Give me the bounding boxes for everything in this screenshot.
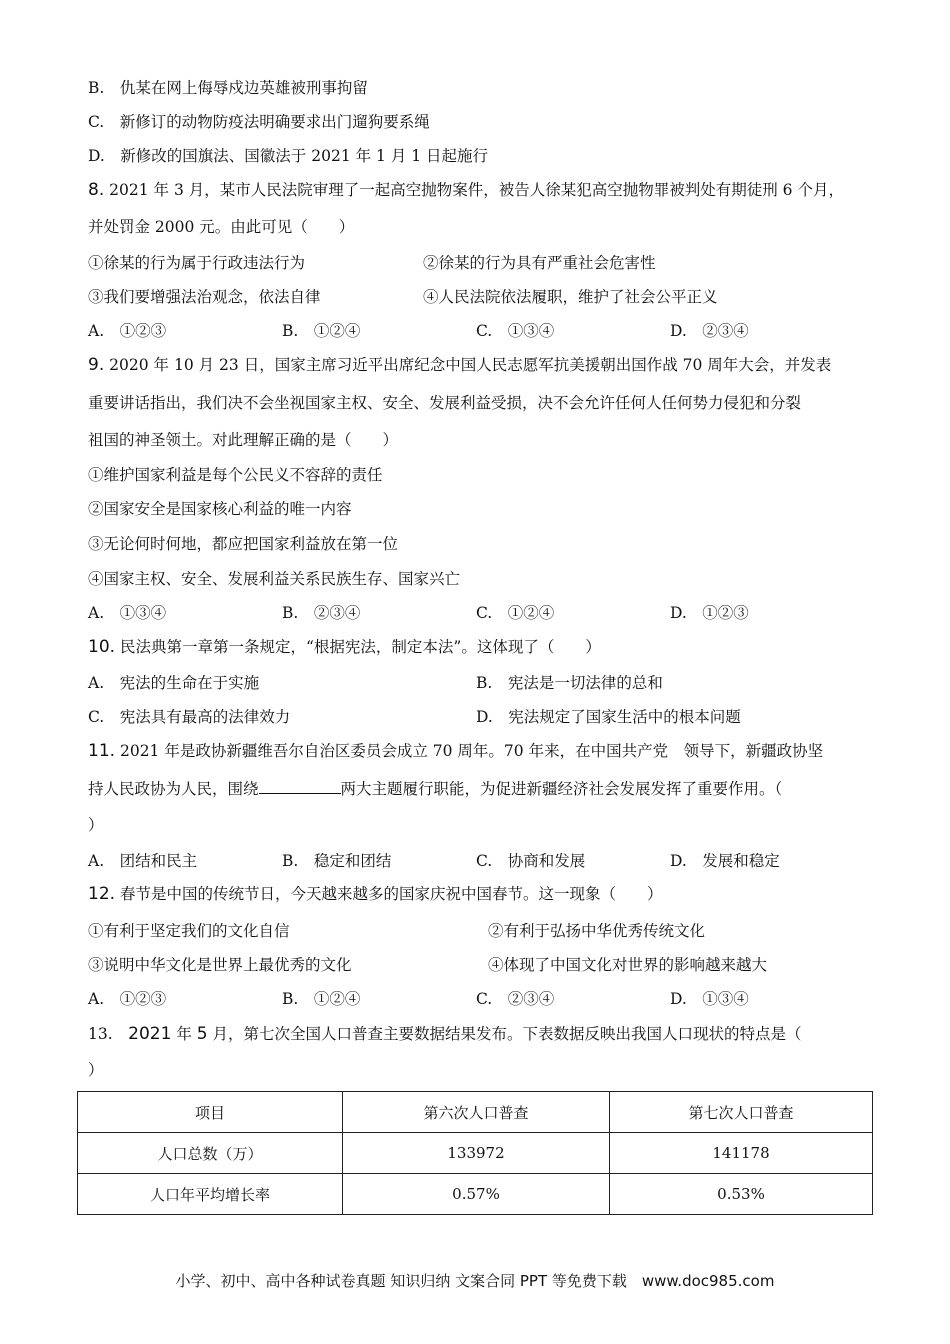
q9-statement-3: ③无论何时何地，都应把国家利益放在第一位	[88, 535, 399, 553]
table-cell: 0.53%	[610, 1174, 873, 1215]
q12-statement-4: ④体现了中国文化对世界的影响越来越大	[488, 956, 768, 974]
table-cell: 133972	[343, 1133, 610, 1174]
q10-choice-d: D. 宪法规定了国家生活中的根本问题	[476, 708, 741, 726]
q9-stem-line3: 祖国的神圣领土。对此理解正确的是（ ）	[88, 431, 399, 449]
q8-statement-1: ①徐某的行为属于行政违法行为	[88, 254, 306, 272]
table-cell: 141178	[610, 1133, 873, 1174]
q10-stem: 10. 民法典第一章第一条规定，“根据宪法，制定本法”。这体现了（ ）	[88, 637, 601, 657]
q11-stem-line3: ）	[88, 816, 104, 834]
q7-option-c: C. 新修订的动物防疫法明确要求出门遛狗要系绳	[88, 113, 430, 131]
q12-choice-a: A. ①②③	[88, 990, 167, 1008]
q9-stem-line2: 重要讲话指出，我们决不会坐视国家主权、安全、发展利益受损，决不会允许任何人任何势力侵犯和分裂	[88, 394, 802, 412]
q8-statement-3: ③我们要增强法治观念，依法自律	[88, 288, 321, 306]
q12-statement-1: ①有利于坚定我们的文化自信	[88, 922, 290, 940]
q11-stem-line1: 11. 2021 年是政协新疆维吾尔自治区委员会成立 70 周年。70 年来，在中国共产党 领导下，新疆政协坚	[88, 741, 824, 761]
table-header-cell: 项目	[78, 1092, 343, 1133]
q8-choice-c: C. ①③④	[476, 322, 555, 340]
q13-number: 13.	[88, 1025, 129, 1043]
q8-stem-line2: 并处罚金 2000 元。由此可见（ ）	[88, 218, 355, 236]
q12-choice-c: C. ②③④	[476, 990, 555, 1008]
q7-option-d: D. 新修改的国旗法、国徽法于 2021 年 1 月 1 日起施行	[88, 147, 489, 165]
q13-stem-line2: ）	[88, 1061, 104, 1079]
q11-choice-a: A. 团结和民主	[88, 852, 198, 870]
q13-stem-line1: 13. 2021 年 5 月，第七次全国人口普查主要数据结果发布。下表数据反映出我国人口现状的特点是（	[88, 1024, 802, 1044]
q11-choice-d: D. 发展和稳定	[670, 852, 780, 870]
q12-choice-d: D. ①③④	[670, 990, 749, 1008]
q12-number: 12.	[88, 884, 116, 904]
table-cell: 人口总数（万）	[78, 1133, 343, 1174]
q9-statement-2: ②国家安全是国家核心利益的唯一内容	[88, 500, 352, 518]
q9-number: 9.	[88, 355, 105, 375]
q11-number: 11.	[88, 741, 116, 761]
table-header-row	[78, 1092, 873, 1133]
q9-choice-a: A. ①③④	[88, 604, 167, 622]
q9-statement-4: ④国家主权、安全、发展利益关系民族生存、国家兴亡	[88, 570, 461, 588]
q10-choice-a: A. 宪法的生命在于实施	[88, 674, 260, 692]
q9-choice-d: D. ①②③	[670, 604, 749, 622]
q9-choice-b: B. ②③④	[282, 604, 361, 622]
q8-stem-line1: 8. 2021 年 3 月，某市人民法院审理了一起高空抛物案件，被告人徐某犯高空抛物罪被判处有期徒刑 6 个月，	[88, 180, 844, 200]
q9-statement-1: ①维护国家利益是每个公民义不容辞的责任	[88, 466, 383, 484]
table-header-cell: 第七次人口普查	[610, 1092, 873, 1133]
table-cell: 0.57%	[343, 1174, 610, 1215]
table-row	[78, 1174, 873, 1215]
q8-choice-d: D. ②③④	[670, 322, 749, 340]
q10-number: 10.	[88, 637, 116, 657]
q11-choice-c: C. 协商和发展	[476, 852, 586, 870]
q12-statement-3: ③说明中华文化是世界上最优秀的文化	[88, 956, 352, 974]
q8-statement-4: ④人民法院依法履职，维护了社会公平正义	[423, 288, 718, 306]
page-footer: 小学、初中、高中各种试卷真题 知识归纳 文案合同 PPT 等免费下载 www.doc985.com	[175, 1272, 775, 1290]
q8-choice-b: B. ①②④	[282, 322, 361, 340]
table-row	[78, 1133, 873, 1174]
q12-stem: 12. 春节是中国的传统节日，今天越来越多的国家庆祝中国春节。这一现象（ ）	[88, 884, 663, 904]
answer-blank	[259, 779, 341, 794]
q10-choice-b: B. 宪法是一切法律的总和	[476, 674, 663, 692]
q9-choice-c: C. ①②④	[476, 604, 555, 622]
census-table	[77, 1091, 873, 1215]
q9-stem-line1: 9. 2020 年 10 月 23 日，国家主席习近平出席纪念中国人民志愿军抗美援朝出国作战 70 周年大会，并发表	[88, 355, 832, 375]
q12-choice-b: B. ①②④	[282, 990, 361, 1008]
q8-number: 8.	[88, 180, 105, 200]
table-cell: 人口年平均增长率	[78, 1174, 343, 1215]
q8-choice-a: A. ①②③	[88, 322, 167, 340]
q8-statement-2: ②徐某的行为具有严重社会危害性	[423, 254, 656, 272]
table-header-cell: 第六次人口普查	[343, 1092, 610, 1133]
q11-choice-b: B. 稳定和团结	[282, 852, 392, 870]
q7-option-b: B. 仇某在网上侮辱戍边英雄被刑事拘留	[88, 79, 368, 97]
q12-statement-2: ②有利于弘扬中华优秀传统文化	[488, 922, 706, 940]
q10-choice-c: C. 宪法具有最高的法律效力	[88, 708, 291, 726]
q11-stem-line2: 持人民政协为人民，围绕 两大主题履行职能，为促进新疆经济社会发展发挥了重要作用。（	[88, 780, 783, 798]
